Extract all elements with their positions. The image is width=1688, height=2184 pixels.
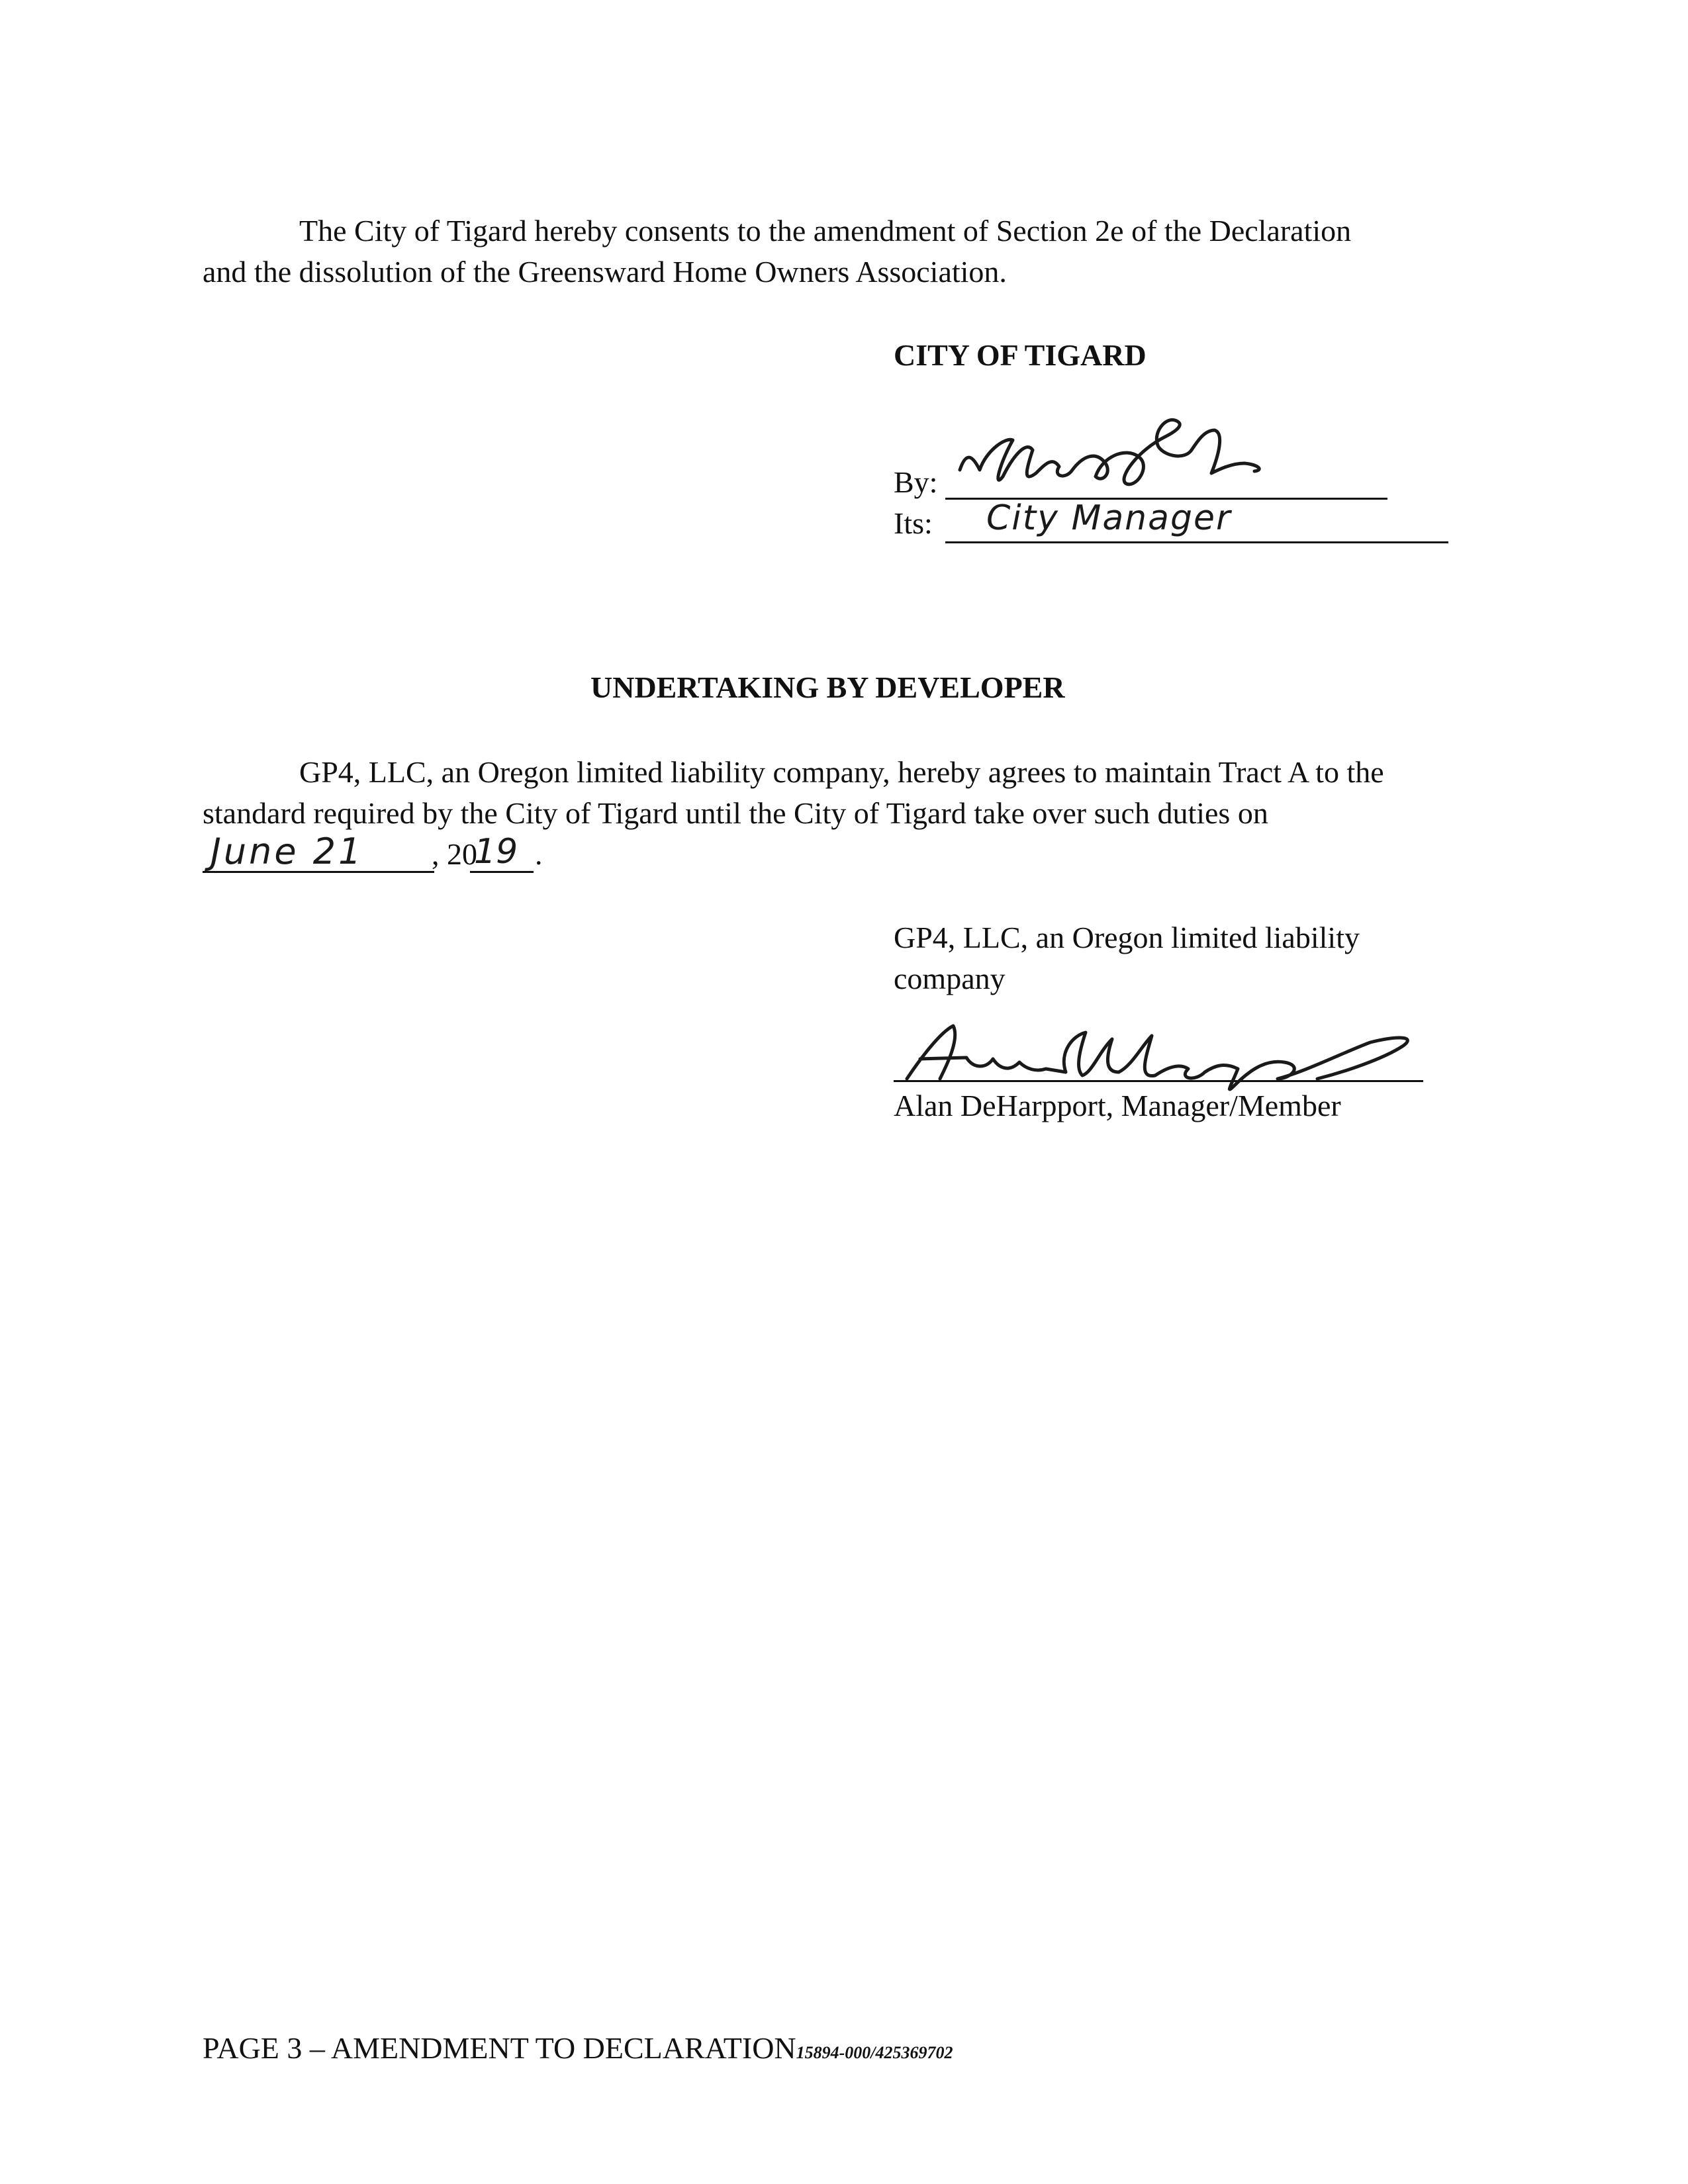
footer-doc-number: 15894-000/425369702 [796, 2043, 953, 2062]
its-title-line [945, 541, 1448, 543]
undertaking-heading: UNDERTAKING BY DEVELOPER [590, 670, 1065, 704]
its-value-handwritten: City Manager [986, 498, 1232, 538]
consent-line-2: and the dissolution of the Greensward Home Owners Association. [203, 255, 1007, 289]
developer-line-2: company [894, 962, 1006, 995]
footer-page-label: PAGE 3 – AMENDMENT TO DECLARATION [203, 2031, 796, 2065]
developer-name-title: Alan DeHarpport, Manager/Member [894, 1089, 1341, 1122]
its-label: Its: [894, 506, 933, 540]
city-heading: CITY OF TIGARD [894, 338, 1147, 372]
footer-label [203, 2028, 953, 2073]
consent-line-1: The City of Tigard hereby consents to the amendment of Section 2e of the Declaration [299, 214, 1352, 248]
developer-signature [894, 1006, 1436, 1099]
year-handwritten: 19 [474, 832, 518, 872]
year-prefix: , 20 [432, 837, 477, 871]
date-handwritten: June 21 [211, 831, 364, 872]
undertaking-line-1: GP4, LLC, an Oregon limited liability company, hereby agrees to maintain Tract A to the [299, 755, 1384, 789]
city-signature [953, 410, 1324, 510]
developer-line-1: GP4, LLC, an Oregon limited liability [894, 921, 1360, 954]
undertaking-line-2: standard required by the City of Tigard until the City of Tigard take over such duties on [203, 796, 1268, 830]
year-period: . [535, 837, 543, 871]
by-label: By: [894, 465, 938, 499]
